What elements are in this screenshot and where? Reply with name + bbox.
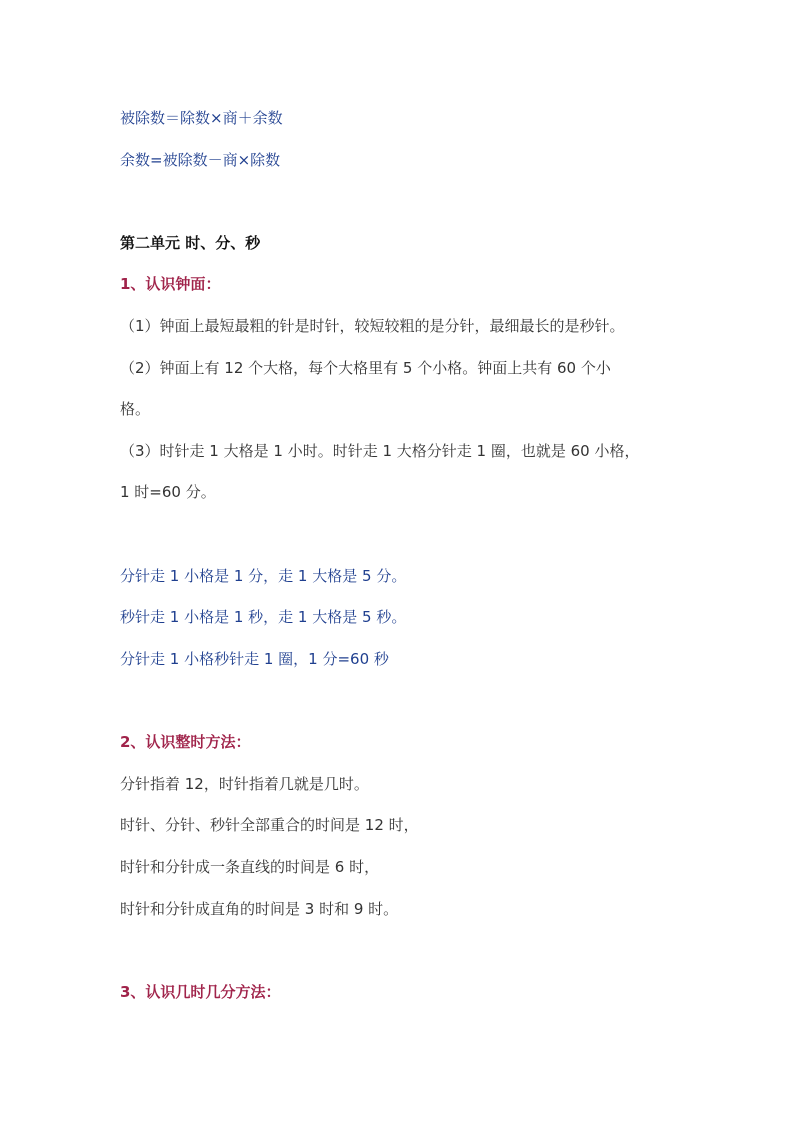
section-2-heading: 2、认识整时方法： [120, 733, 251, 751]
section-1-item-3-line-1: （3）时针走 1 大格是 1 小时。时针走 1 大格分针走 1 圈，也就是 60 小格， [120, 442, 640, 460]
section-1-item-3-line-2: 1 时=60 分。 [120, 483, 216, 501]
section-2-line-2: 时针、分针、秒针全部重合的时间是 12 时， [120, 816, 419, 834]
minute-hand-note: 分针走 1 小格是 1 分，走 1 大格是 5 分。 [120, 567, 407, 585]
unit-title: 第二单元 时、分、秒 [120, 234, 261, 252]
section-1-item-2-line-1: （2）钟面上有 12 个大格，每个大格里有 5 个小格。钟面上共有 60 个小 [120, 359, 611, 377]
section-1-item-2-line-2: 格。 [120, 400, 151, 418]
section-1-item-1: （1）钟面上最短最粗的针是时针，较短较粗的是分针，最细最长的是秒针。 [120, 317, 625, 335]
section-2-line-3: 时针和分针成一条直线的时间是 6 时， [120, 858, 380, 876]
section-3-heading: 3、认识几时几分方法： [120, 983, 281, 1001]
section-1-heading: 1、认识钟面： [120, 275, 221, 293]
formula-remainder: 余数=被除数－商×除数 [120, 151, 281, 169]
minute-second-relation-note: 分针走 1 小格秒针走 1 圈，1 分=60 秒 [120, 650, 389, 668]
formula-dividend: 被除数＝除数×商＋余数 [120, 109, 283, 127]
second-hand-note: 秒针走 1 小格是 1 秒，走 1 大格是 5 秒。 [120, 608, 407, 626]
section-2-line-1: 分针指着 12，时针指着几就是几时。 [120, 775, 369, 793]
section-2-line-4: 时针和分针成直角的时间是 3 时和 9 时。 [120, 900, 399, 918]
